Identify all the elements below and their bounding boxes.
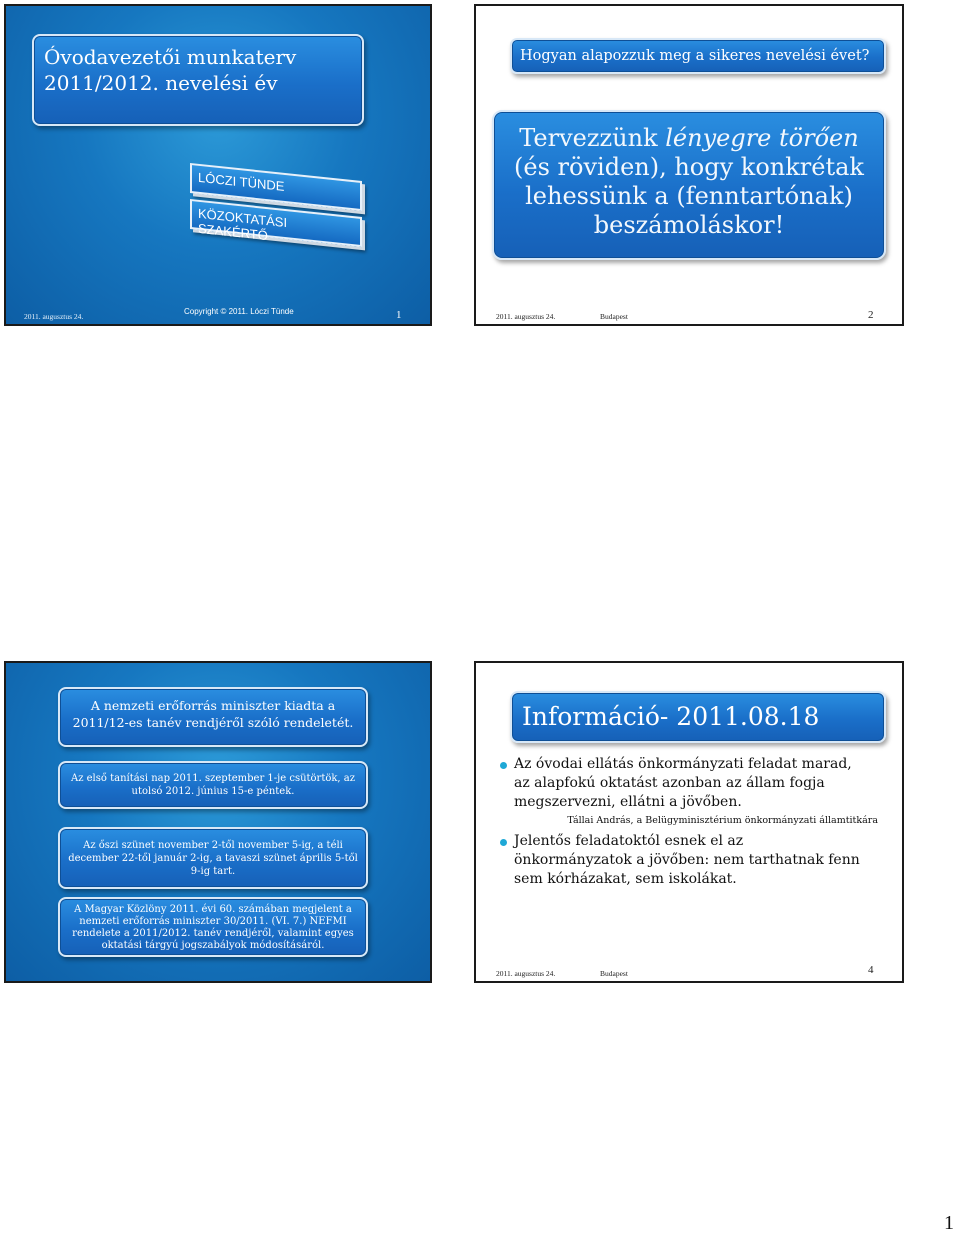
- slide3-box1: [58, 687, 368, 747]
- slide4-attribution: [500, 814, 890, 828]
- slide4-bullet1-text: Az óvodai ellátás önkormányzati feladat marad, az alapfokú oktatást azonban az állam fogja megszervezni, ellátni a jövőben.: [514, 756, 852, 810]
- page-number: 1: [944, 1212, 954, 1234]
- bullet-dot-icon: [500, 762, 507, 769]
- slide2-body-line1-pre: Tervezzünk: [519, 124, 666, 152]
- slide2-body: [500, 124, 878, 240]
- slide2-header: Hogyan alapozzuk meg a sikeres nevelési évet?: [520, 48, 870, 64]
- slide-4: [474, 661, 904, 983]
- slide4-bullet-list: [500, 755, 890, 889]
- slide3-box3-text: Az őszi szünet november 2-től november 5-ig, a téli december 22-től január 2-ig, a tavaszi szünet április 5-től 9-ig tart.: [68, 840, 358, 877]
- slide1-role: KÖZOKTATÁSI SZAKÉRTŐ: [198, 205, 288, 244]
- slide3-box1-text: A nemzeti erőforrás miniszter kiadta a 2011/12-es tanév rendjéről szóló rendeletét.: [72, 698, 354, 730]
- slide4-bullet2-text: Jelentős feladatoktól esnek el az önkormányzatok a jövőben: nem tarthatnak fenn sem kórházakat, sem iskolákat.: [514, 833, 860, 887]
- slide1-date: 2011. augusztus 24.: [24, 312, 84, 321]
- slide4-attribution-text: Tállai András, a Belügyminisztérium önkormányzati államtitkára: [567, 815, 878, 826]
- slide3-box4-text: A Magyar Közlöny 2011. évi 60. számában megjelent a nemzeti erőforrás miniszter 30/2011. (VI. 7.) NEFMI rendelete a 2011/2012. tanév rendjéről, valamint egyes oktatási tárgyú jogszabályok módosításáról.: [72, 904, 354, 951]
- slide4-date: 2011. augusztus 24.: [496, 969, 556, 978]
- bullet-dot-icon: [500, 839, 507, 846]
- slide3-box3: [58, 827, 368, 889]
- slide4-bullet-2: [500, 832, 890, 889]
- slide1-title-panel: [32, 34, 364, 126]
- slide-1: [4, 4, 432, 326]
- slide3-box2: [58, 761, 368, 809]
- slide4-bullet-1: [500, 755, 890, 812]
- slide1-copyright: Copyright © 2011. Lóczi Tünde: [184, 307, 294, 316]
- slide2-body-line3: lehessünk a (fenntartónak): [525, 182, 853, 210]
- slide2-body-line4: beszámoláskor!: [593, 211, 785, 239]
- slide2-date: 2011. augusztus 24.: [496, 312, 556, 321]
- slide4-title-panel: [510, 691, 886, 743]
- slide2-body-line1-em: lényegre törően: [665, 124, 859, 152]
- slide-3: [4, 661, 432, 983]
- slide2-body-panel: [492, 110, 886, 260]
- slide2-body-line2: (és röviden), hogy konkrétak: [514, 153, 864, 181]
- slide4-title: Információ- 2011.08.18: [522, 702, 820, 731]
- slide2-number: 2: [868, 309, 874, 321]
- slide4-number: 4: [868, 964, 874, 976]
- slide2-header-panel: [510, 38, 886, 74]
- slide3-box2-text: Az első tanítási nap 2011. szeptember 1-je csütörtök, az utolsó 2012. június 15-e péntek.: [70, 773, 356, 797]
- slide1-title: Óvodavezetői munkaterv 2011/2012. nevelési év: [44, 45, 297, 95]
- slide4-place: Budapest: [600, 969, 628, 978]
- slide2-place: Budapest: [600, 312, 628, 321]
- slide1-number: 1: [396, 309, 402, 321]
- slide1-name: LÓCZI TÜNDE: [198, 169, 285, 194]
- slide3-box4: [58, 897, 368, 957]
- slide-2: [474, 4, 904, 326]
